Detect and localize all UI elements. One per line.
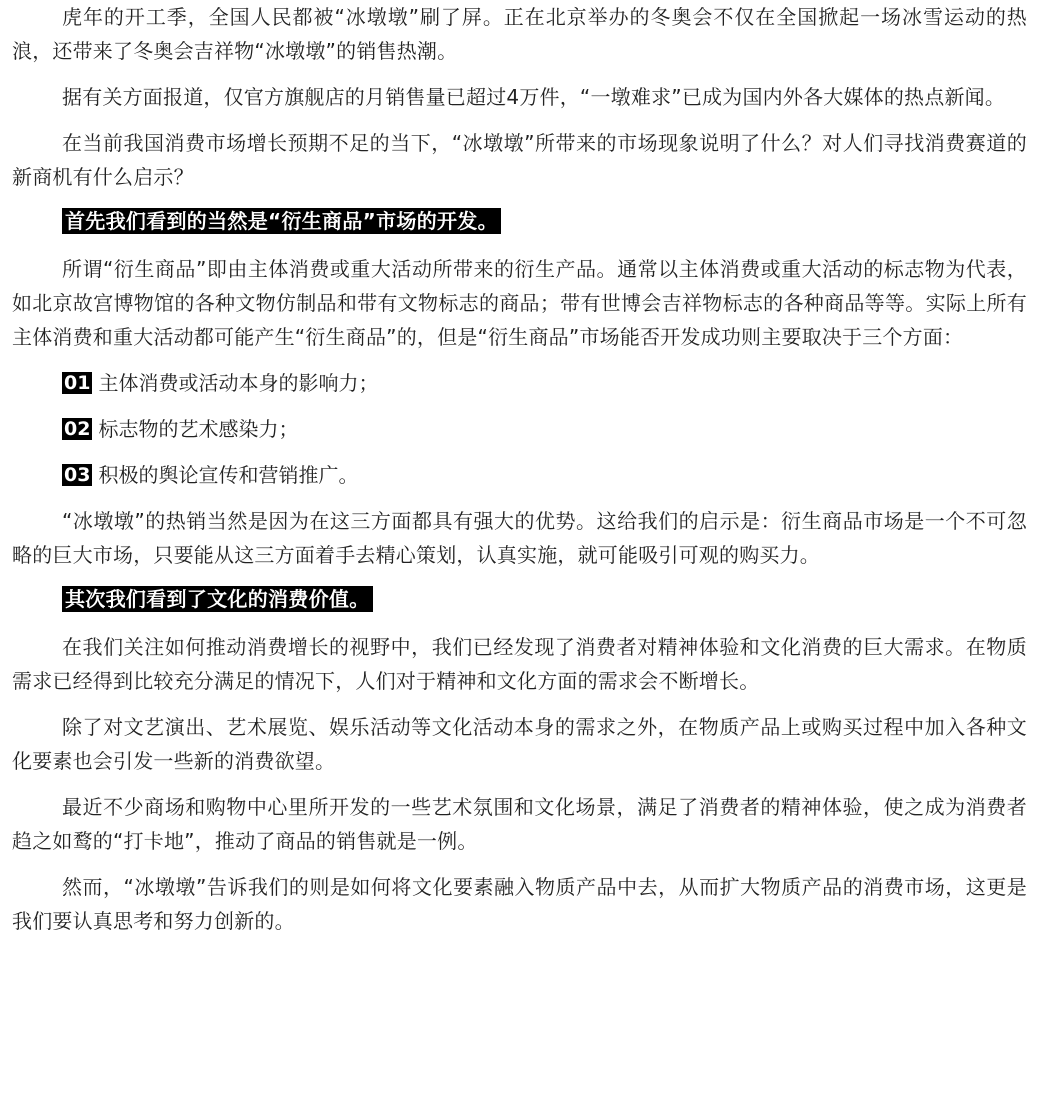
list-item-2 [12,412,1027,446]
list-item-text: 标志物的艺术感染力； [98,417,299,441]
paragraph-1: 虎年的开工季，全国人民都被“冰墩墩”刷了屏。正在北京举办的冬奥会不仅在全国掀起一场冰雪运动的热浪，还带来了冬奥会吉祥物“冰墩墩”的销售热潮。 [12,5,1027,63]
list-item-text: 主体消费或活动本身的影响力； [98,371,379,395]
section-heading-1-wrap [12,206,1027,240]
paragraph-7: 除了对文艺演出、艺术展览、娱乐活动等文化活动本身的需求之外，在物质产品上或购买过程中加入各种文化要素也会引发一些新的消费欲望。 [12,715,1027,773]
paragraph-6: 在我们关注如何推动消费增长的视野中，我们已经发现了消费者对精神体验和文化消费的巨大需求。在物质需求已经得到比较充分满足的情况下，人们对于精神和文化方面的需求会不断增长。 [12,635,1027,693]
section-heading-1: 首先我们看到的当然是“衍生商品”市场的开发。 [62,208,501,234]
list-number-badge: 02 [64,418,91,440]
list-item-3 [12,458,1027,492]
paragraph-3: 在当前我国消费市场增长预期不足的当下，“冰墩墩”所带来的市场现象说明了什么？对人们寻找消费赛道的新商机有什么启示？ [12,131,1027,189]
list-number-badge: 01 [64,372,91,394]
paragraph-9: 然而，“冰墩墩”告诉我们的则是如何将文化要素融入物质产品中去，从而扩大物质产品的消费市场，这更是我们要认真思考和努力创新的。 [12,875,1027,933]
section-heading-2-wrap [12,584,1027,618]
section-heading-2: 其次我们看到了文化的消费价值。 [62,586,373,612]
list-number-badge: 03 [64,464,91,486]
paragraph-2: 据有关方面报道，仅官方旗舰店的月销售量已超过4万件，“一墩难求”已成为国内外各大媒体的热点新闻。 [62,85,1006,109]
list-item-1 [12,366,1027,400]
list-item-text: 积极的舆论宣传和营销推广。 [98,463,359,487]
paragraph-5: “冰墩墩”的热销当然是因为在这三方面都具有强大的优势。这给我们的启示是：衍生商品市场是一个不可忽略的巨大市场，只要能从这三方面着手去精心策划，认真实施，就可能吸引可观的购买力。 [12,509,1027,567]
paragraph-8: 最近不少商场和购物中心里所开发的一些艺术氛围和文化场景，满足了消费者的精神体验，使之成为消费者趋之如鹜的“打卡地”，推动了商品的销售就是一例。 [12,795,1027,853]
paragraph-4: 所谓“衍生商品”即由主体消费或重大活动所带来的衍生产品。通常以主体消费或重大活动的标志物为代表，如北京故宫博物馆的各种文物仿制品和带有文物标志的商品；带有世博会吉祥物标志的各种商品等等。实际上所有主体消费和重大活动都可能产生“衍生商品”的，但是“衍生商品”市场能否开发成功则主要取决于三个方面： [12,257,1027,349]
